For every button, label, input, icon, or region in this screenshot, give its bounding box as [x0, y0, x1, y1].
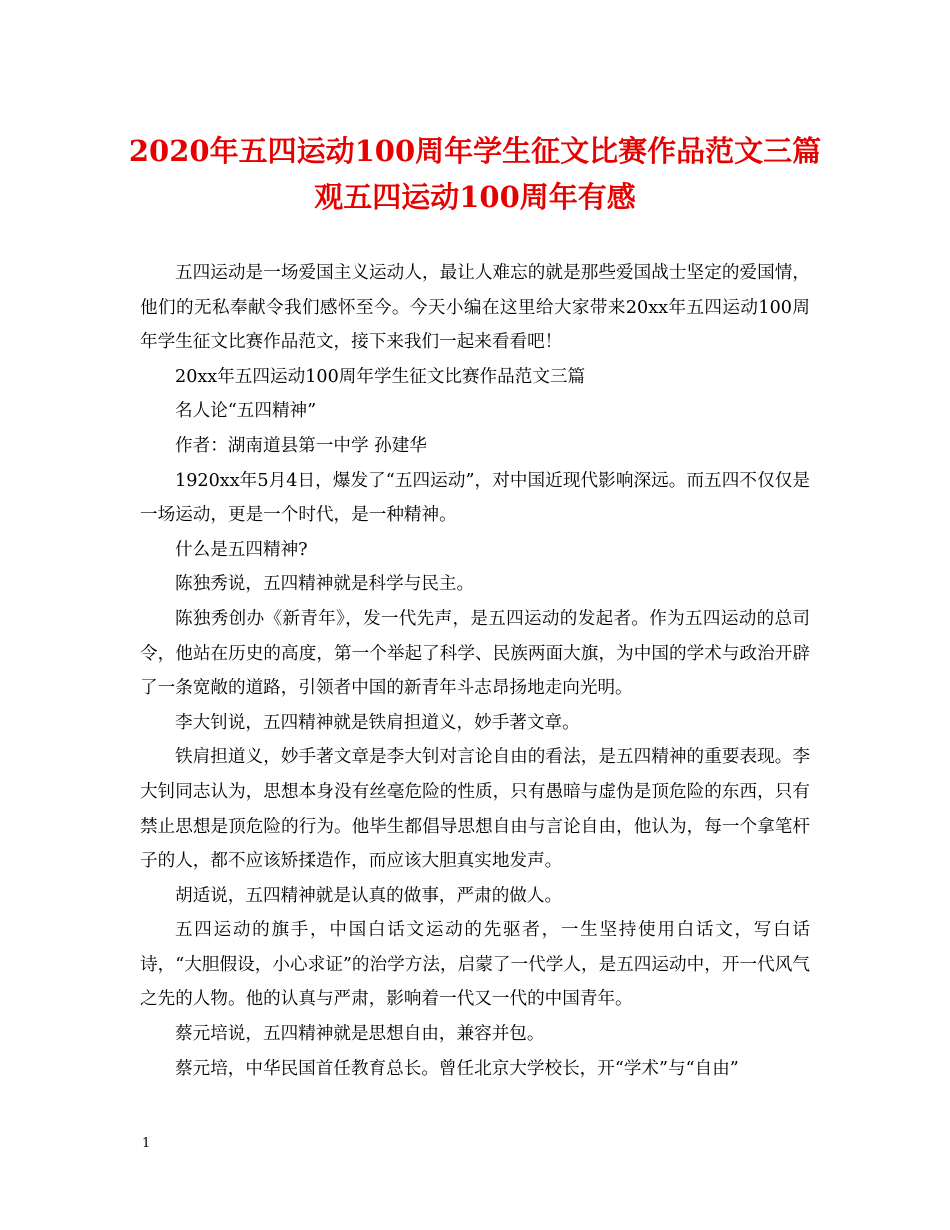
document-body [140, 256, 810, 1086]
paragraph-hu-shi-quote: 胡适说，五四精神就是认真的做事，严肃的做人。 [175, 885, 563, 906]
paragraph-essay-title: 名人论“五四精神” [175, 401, 317, 422]
paragraph-may-fourth: 1920xx年5月4日，爆发了“五四运动”，对中国近现代影响深远。而五四不仅仅是一场运动，更是一个时代，是一种精神。 [140, 470, 810, 526]
paragraph-question: 什么是五四精神? [175, 539, 308, 560]
paragraph-author: 作者：湖南道县第一中学 孙建华 [175, 435, 427, 456]
paragraph-hu-shi: 五四运动的旗手，中国白话文运动的先驱者，一生坚持使用白话文，写白话诗，“大胆假设，小心求证”的治学方法，启蒙了一代学人，是五四运动中，开一代风气之先的人物。他的认真与严肃，影响着一代又一代的中国青年。 [140, 920, 810, 1010]
paragraph-intro: 五四运动是一场爱国主义运动人，最让人难忘的就是那些爱国战士坚定的爱国情，他们的无私奉献令我们感怀至今。今天小编在这里给大家带来20xx年五四运动100周年学生征文比赛作品范文，接下来我们一起来看看吧！ [140, 263, 810, 353]
paragraph-chen-duxiu: 陈独秀创办《新青年》，发一代先声，是五四运动的发起者。作为五四运动的总司令，他站在历史的高度，第一个举起了科学、民族两面大旗，为中国的学术与政治开辟了一条宽敞的道路，引领者中国的新青年斗志昂扬地走向光明。 [140, 608, 810, 699]
paragraph-chen-duxiu-quote: 陈独秀说，五四精神就是科学与民主。 [175, 574, 475, 595]
paragraph-cai-yuanpei: 蔡元培，中华民国首任教育总长。曾任北京大学校长，开“学术”与“自由” [175, 1058, 739, 1079]
paragraph-li-dazhao: 铁肩担道义，妙手著文章是李大钊对言论自由的看法，是五四精神的重要表现。李大钊同志认为，思想本身没有丝毫危险的性质，只有愚暗与虚伪是顶危险的东西，只有禁止思想是顶危险的行为。他毕生都倡导思想自由与言论自由，他认为，每一个拿笔杆子的人，都不应该矫揉造作，而应该大胆真实地发声。 [140, 747, 810, 872]
document-title-line-1: 2020年五四运动100周年学生征文比赛作品范文三篇 [128, 134, 822, 168]
paragraph-li-dazhao-quote: 李大钊说，五四精神就是铁肩担道义，妙手著文章。 [175, 712, 580, 733]
page-number: 1 [142, 1136, 151, 1151]
paragraph-cai-yuanpei-quote: 蔡元培说，五四精神就是思想自由，兼容并包。 [175, 1024, 545, 1045]
document-title-line-2: 观五四运动100周年有感 [314, 180, 636, 214]
paragraph-collection-title: 20xx年五四运动100周年学生征文比赛作品范文三篇 [175, 366, 586, 387]
